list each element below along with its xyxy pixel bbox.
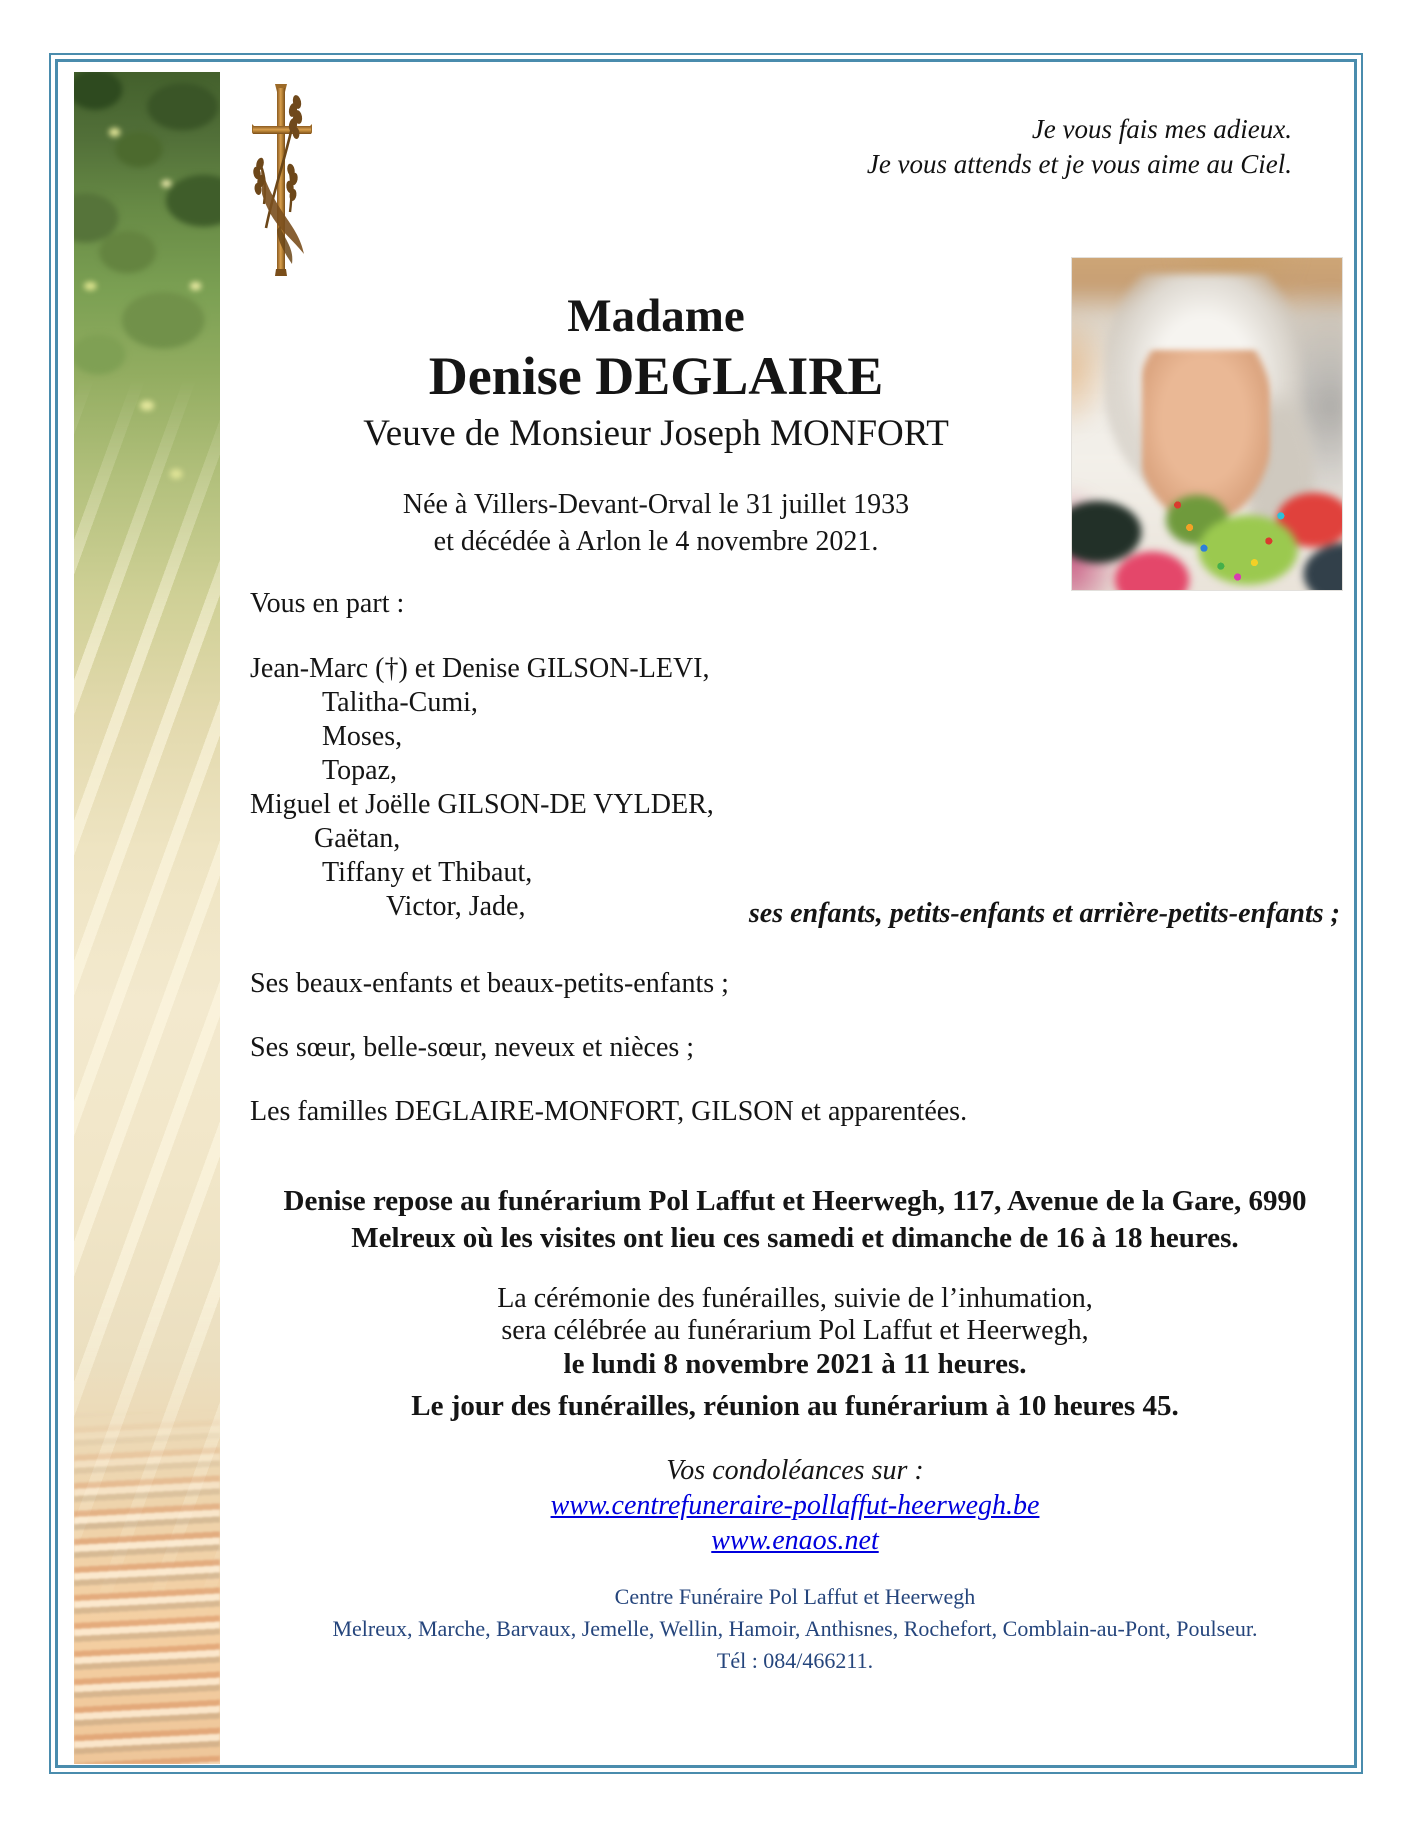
decorative-double-border	[49, 53, 1363, 1774]
family-line: Moses,	[322, 721, 403, 752]
footer-locations: Melreux, Marche, Barvaux, Jemelle, Wellin, Hamoir, Anthisnes, Rochefort, Comblain-au-Pont, Poulseur.	[332, 1616, 1258, 1641]
title-block	[224, 288, 1088, 460]
family-line: Tiffany et Thibaut,	[322, 857, 533, 888]
widow-line: Veuve de Monsieur Joseph MONFORT	[363, 413, 949, 454]
forest-path-photo	[74, 72, 220, 1764]
card-inner	[55, 59, 1357, 1768]
in-laws-line: Ses beaux-enfants et beaux-petits-enfants ;	[250, 968, 729, 999]
farewell-quote-line2: Je vous attends et je vous aime au Ciel.	[866, 149, 1292, 179]
farewell-quote-line1: Je vous fais mes adieux.	[1031, 114, 1292, 144]
salutation: Madame	[567, 290, 745, 342]
descendants-line: ses enfants, petits-enfants et arrière-petits-enfants ;	[748, 898, 1340, 929]
wake-info	[238, 1183, 1352, 1257]
family-line: Jean-Marc (†) et Denise GILSON-LEVI,	[250, 653, 710, 684]
condolences-label: Vos condoléances sur :	[666, 1455, 924, 1486]
family-line: Gaëtan,	[314, 823, 401, 854]
wake-line2: Melreux où les visites ont lieu ces samedi et dimanche de 16 à 18 heures.	[351, 1222, 1239, 1254]
families-line: Les familles DEGLAIRE-MONFORT, GILSON et apparentées.	[250, 1096, 968, 1127]
condolences-link-funeral-home[interactable]: www.centrefuneraire-pollaffut-heerwegh.be	[550, 1490, 1040, 1521]
death-line: et décédée à Arlon le 4 novembre 2021.	[433, 526, 879, 557]
birth-death-block	[224, 486, 1088, 560]
meeting-line: Le jour des funérailles, réunion au funérarium à 10 heures 45.	[411, 1390, 1179, 1422]
bronze-cross-icon	[246, 76, 318, 284]
wake-line1: Denise repose au funérarium Pol Laffut et Heerwegh, 117, Avenue de la Gare, 6990	[283, 1185, 1307, 1217]
family-line: Topaz,	[322, 755, 398, 786]
footer-phone: Tél : 084/466211.	[716, 1648, 874, 1673]
family-line: Miguel et Joëlle GILSON-DE VYLDER,	[250, 789, 714, 820]
condolences-block	[238, 1453, 1352, 1558]
family-line: Victor, Jade,	[386, 891, 526, 922]
siblings-line: Ses sœur, belle-sœur, neveux et nièces ;	[250, 1032, 695, 1063]
portrait-bead-necklace	[1168, 496, 1288, 586]
farewell-quote	[867, 112, 1292, 182]
funeral-home-footer	[238, 1581, 1352, 1677]
family-list	[250, 652, 714, 924]
ceremony-line2: sera célébrée au funérarium Pol Laffut et Heerwegh,	[501, 1315, 1089, 1346]
ceremony-info	[238, 1283, 1352, 1381]
announcement-intro: Vous en part :	[250, 588, 405, 619]
family-line: Talitha-Cumi,	[322, 687, 478, 718]
condolences-link-enaos[interactable]: www.enaos.net	[711, 1525, 879, 1556]
ceremony-date-line: le lundi 8 novembre 2021 à 11 heures.	[563, 1348, 1027, 1380]
forest-ground-layer	[74, 72, 220, 1764]
birth-line: Née à Villers-Devant-Orval le 31 juillet 1933	[402, 489, 910, 520]
footer-company: Centre Funéraire Pol Laffut et Heerwegh	[614, 1584, 976, 1609]
ceremony-line1: La cérémonie des funérailles, suivie de l’inhumation,	[497, 1283, 1093, 1314]
deceased-name: Denise DEGLAIRE	[428, 346, 884, 406]
portrait-photo	[1072, 258, 1342, 590]
